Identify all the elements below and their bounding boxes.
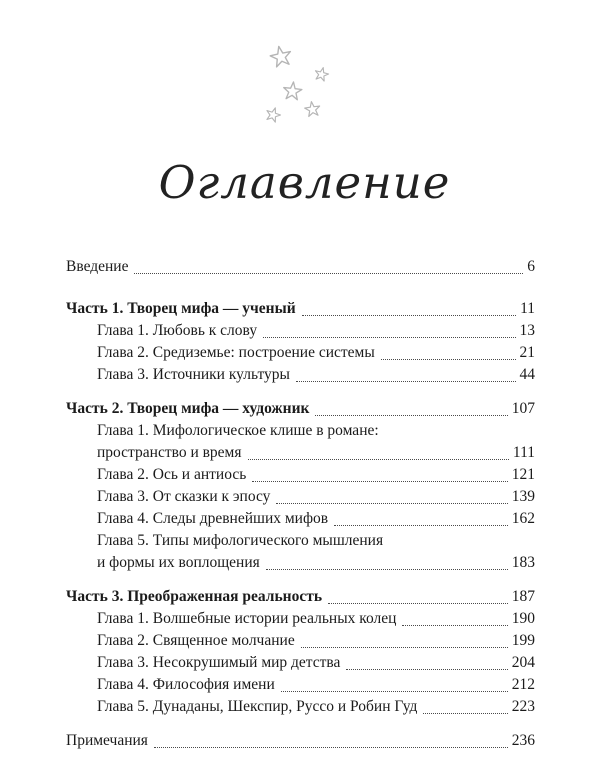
toc-entry-label: и формы их воплощения <box>97 554 260 571</box>
toc-entry <box>66 342 535 364</box>
table-of-contents <box>66 256 535 752</box>
toc-entry-label: Глава 3. Несокрушимый мир детства <box>97 654 341 671</box>
toc-entry-label: Часть 3. Преображенная реальность <box>66 588 323 605</box>
toc-entry-label: Глава 2. Священное молчание <box>97 632 295 649</box>
toc-entry-page: 223 <box>511 698 535 715</box>
leader-dots <box>381 359 516 360</box>
toc-entry-label: Глава 5. Дунаданы, Шекспир, Руссо и Робин Гуд <box>97 698 418 715</box>
toc-entry-label: Часть 1. Творец мифа — ученый <box>66 300 296 317</box>
toc-entry-page: 44 <box>519 366 535 383</box>
toc-entry-page: 13 <box>519 322 535 339</box>
toc-entry-label: Глава 2. Средиземье: построение системы <box>97 344 375 361</box>
toc-entry <box>66 364 535 386</box>
star-icon <box>266 42 297 73</box>
toc-entry <box>66 652 535 674</box>
toc-entry <box>66 586 535 608</box>
toc-entry-page: 162 <box>511 510 535 527</box>
toc-entry-label: Глава 1. Мифологическое клише в романе: <box>97 422 379 439</box>
leader-dots <box>315 415 507 416</box>
toc-entry-page: 236 <box>511 732 535 749</box>
leader-dots <box>263 337 515 338</box>
leader-dots <box>134 273 523 274</box>
leader-dots <box>334 525 508 526</box>
toc-entry <box>66 608 535 630</box>
toc-entry <box>66 298 535 320</box>
toc-entry <box>66 256 535 278</box>
leader-dots <box>402 625 507 626</box>
toc-entry <box>66 530 535 552</box>
toc-entry <box>66 552 535 574</box>
leader-dots <box>296 381 516 382</box>
toc-entry-page: 107 <box>511 400 535 417</box>
toc-entry-label: Введение <box>66 258 129 275</box>
toc-entry-label: Примечания <box>66 732 148 749</box>
leader-dots <box>276 503 507 504</box>
leader-dots <box>252 481 507 482</box>
toc-entry-page: 199 <box>511 632 535 649</box>
toc-entry-page: 139 <box>511 488 535 505</box>
star-icon <box>302 99 323 120</box>
toc-entry <box>66 464 535 486</box>
star-icon <box>262 104 285 127</box>
toc-entry-label: Глава 1. Волшебные истории реальных колец <box>97 610 397 627</box>
leader-dots <box>302 315 516 316</box>
toc-entry-page: 121 <box>511 466 535 483</box>
toc-entry-page: 187 <box>511 588 535 605</box>
toc-entry <box>66 674 535 696</box>
leader-dots <box>266 569 508 570</box>
toc-entry-label: Глава 1. Любовь к слову <box>97 322 258 339</box>
toc-entry-label: пространство и время <box>97 444 242 461</box>
leader-dots <box>423 713 507 714</box>
toc-entry <box>66 696 535 718</box>
page-title: Оглавление <box>158 156 451 209</box>
leader-dots <box>346 669 507 670</box>
toc-entry-page: 204 <box>511 654 535 671</box>
toc-entry-label: Глава 2. Ось и антиось <box>97 466 247 483</box>
toc-entry-page: 6 <box>527 258 535 275</box>
leader-dots <box>328 603 508 604</box>
toc-entry <box>66 508 535 530</box>
toc-entry-label: Часть 2. Творец мифа — художник <box>66 400 310 417</box>
toc-entry <box>66 486 535 508</box>
toc-entry-page: 183 <box>511 554 535 571</box>
toc-entry <box>66 398 535 420</box>
toc-entry-label: Глава 3. От сказки к эпосу <box>97 488 271 505</box>
toc-entry <box>66 420 535 442</box>
toc-entry-page: 190 <box>511 610 535 627</box>
toc-entry-page: 212 <box>511 676 535 693</box>
leader-dots <box>248 459 509 460</box>
toc-entry-label: Глава 3. Источники культуры <box>97 366 290 383</box>
toc-entry-page: 111 <box>512 444 535 461</box>
toc-entry <box>66 730 535 752</box>
toc-entry-page: 11 <box>520 300 535 317</box>
leader-dots <box>281 691 508 692</box>
star-icon <box>311 64 332 85</box>
toc-entry-page: 21 <box>519 344 535 361</box>
leader-dots <box>301 647 508 648</box>
toc-entry <box>66 442 535 464</box>
toc-entry-label: Глава 4. Философия имени <box>97 676 275 693</box>
toc-entry-label: Глава 5. Типы мифологического мышления <box>97 532 384 549</box>
toc-entry <box>66 320 535 342</box>
toc-entry-label: Глава 4. Следы древнейших мифов <box>97 510 329 527</box>
toc-entry <box>66 630 535 652</box>
leader-dots <box>154 747 508 748</box>
